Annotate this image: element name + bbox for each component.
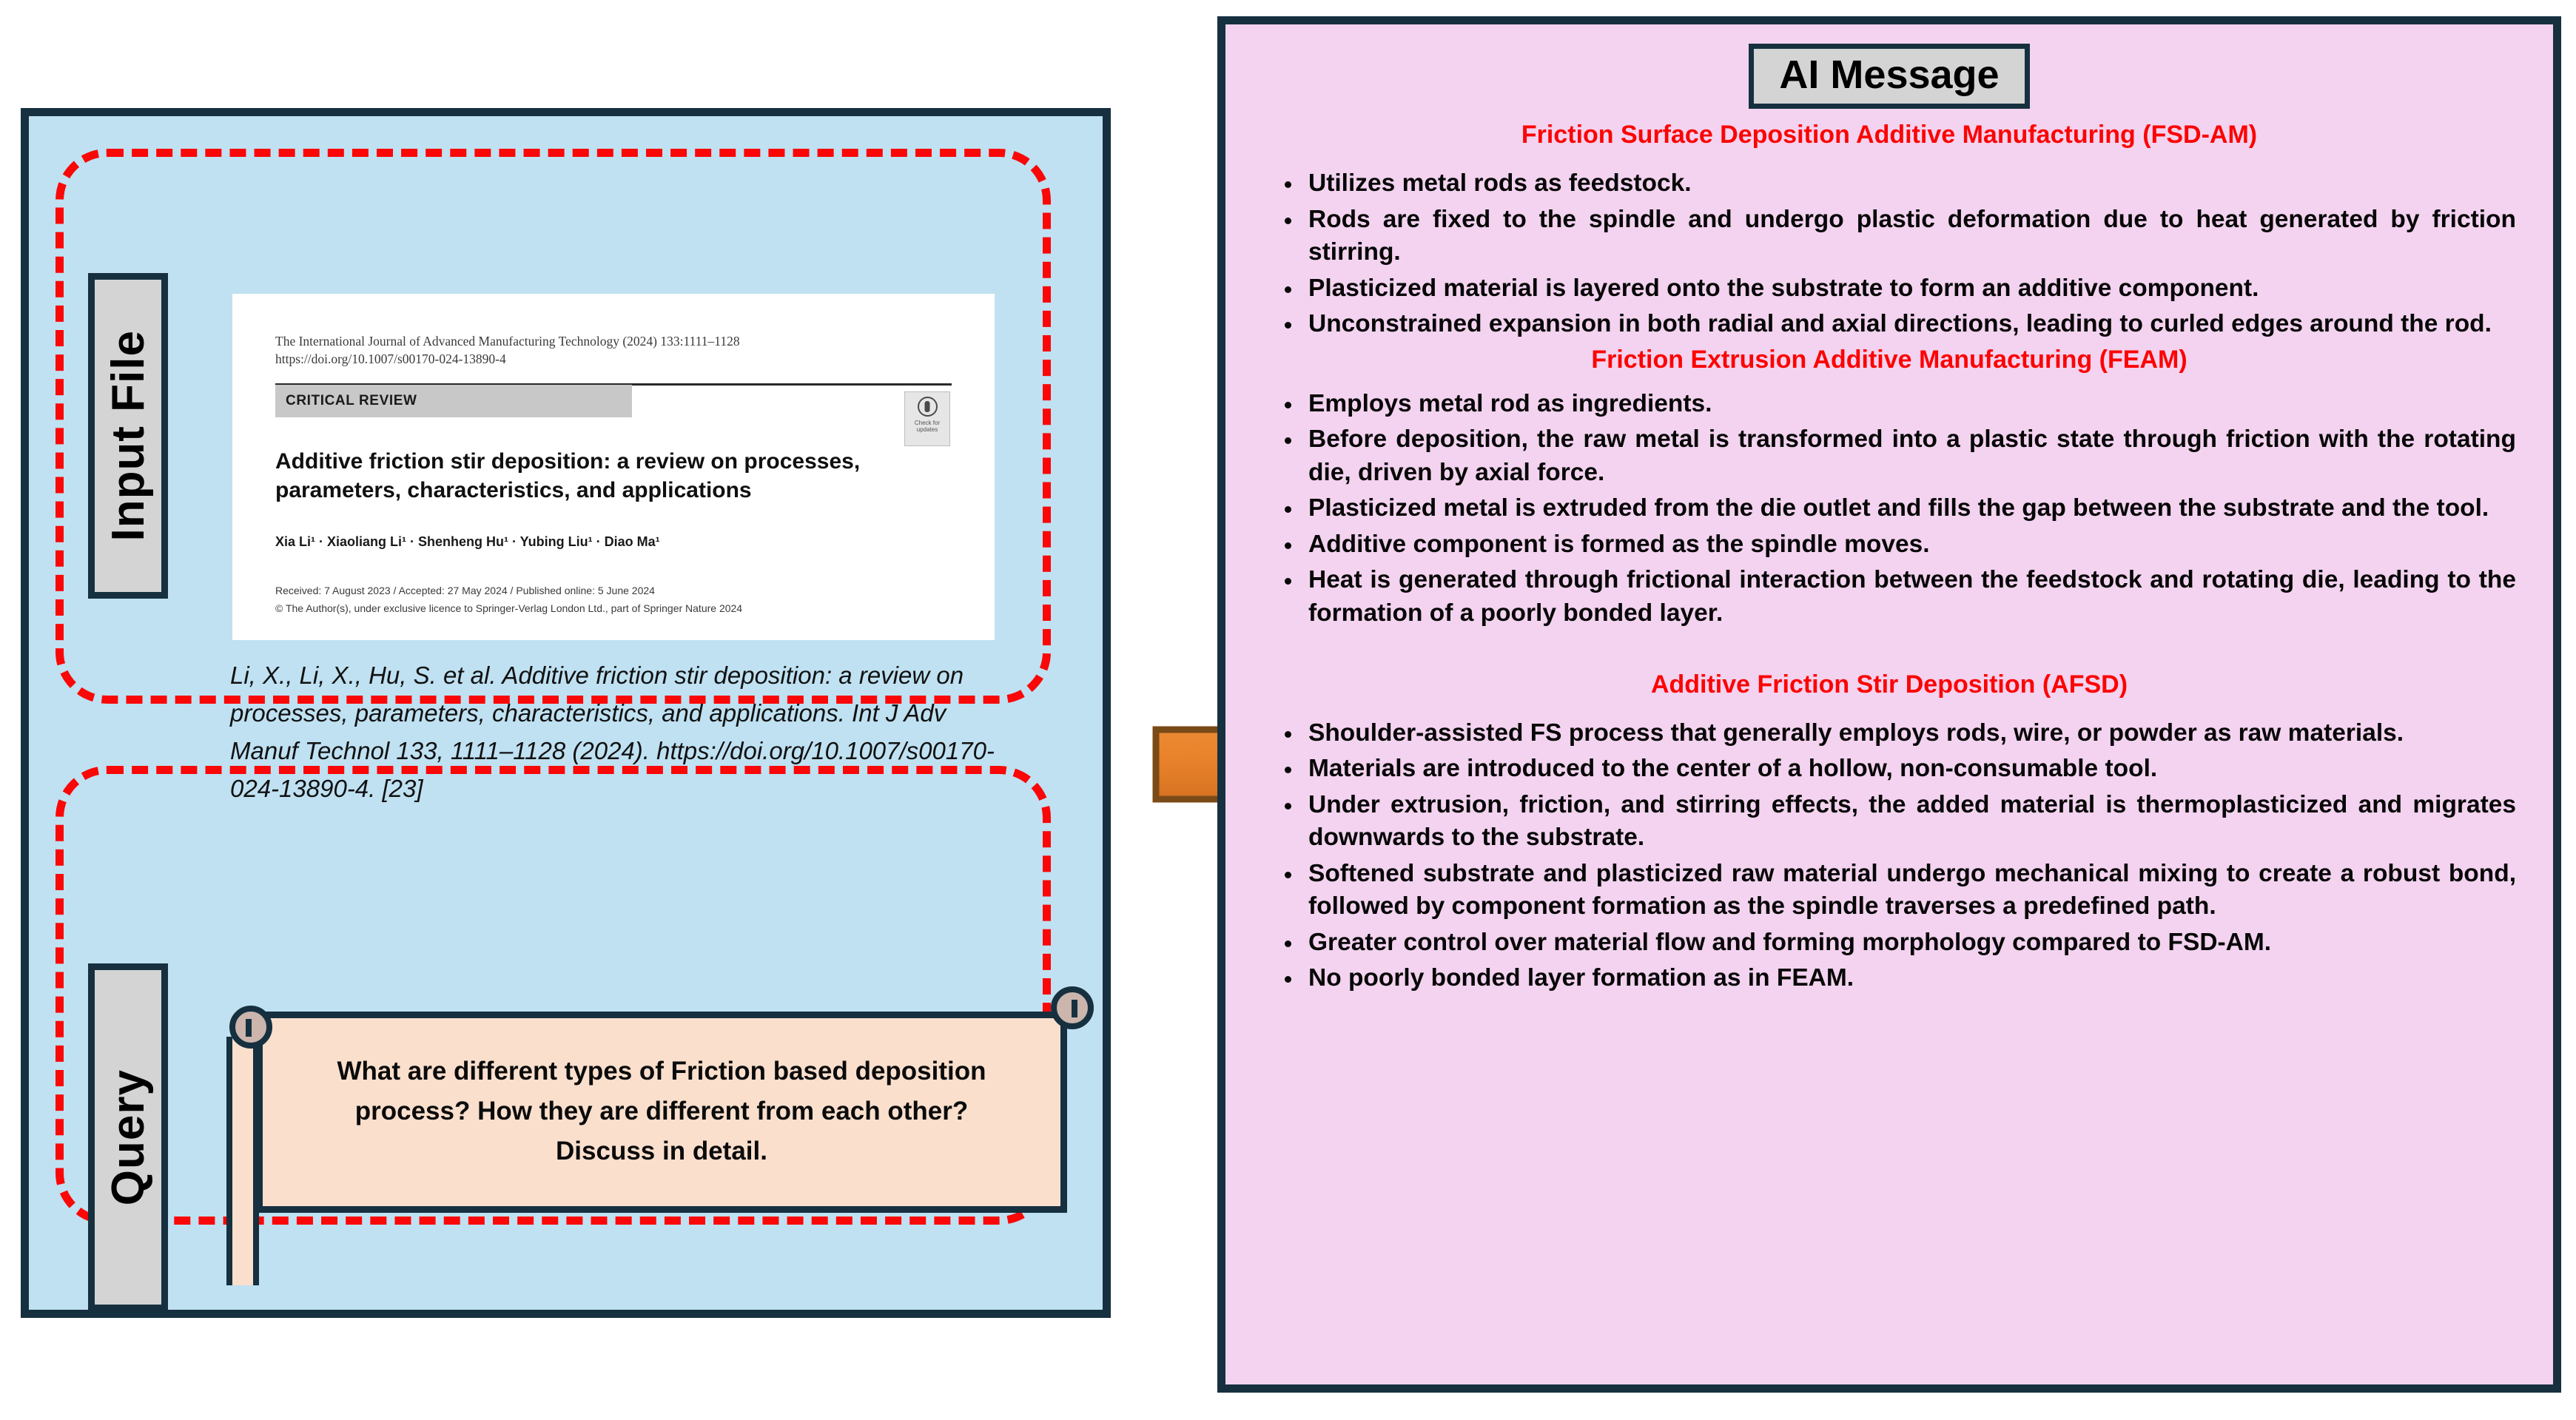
list-item: Greater control over material flow and forming morphology compared to FSD-AM. xyxy=(1280,926,2516,960)
ai-message-badge-wrap xyxy=(1255,44,2523,109)
paper-thumbnail xyxy=(232,294,995,640)
query-label-chip xyxy=(88,963,168,1311)
bullet-list-fsdam xyxy=(1255,167,2523,341)
list-item: No poorly bonded layer formation as in FEAM. xyxy=(1280,962,2516,995)
list-item: Rods are fixed to the spindle and undergo plastic deformation due to heat generated by friction stirring. xyxy=(1280,203,2516,269)
list-item: Before deposition, the raw metal is transformed into a plastic state through friction with the rotating die, driven by axial force. xyxy=(1280,423,2516,489)
paper-journal-line: The International Journal of Advanced Manufacturing Technology (2024) 133:1111–1128 xyxy=(275,334,740,349)
query-scroll-right-edge xyxy=(1060,1012,1067,1213)
section-title-fsdam: Friction Surface Deposition Additive Manufacturing (FSD-AM) xyxy=(1521,121,2258,149)
list-item: Employs metal rod as ingredients. xyxy=(1280,388,2516,421)
query-scroll xyxy=(225,997,1098,1226)
paper-title: Additive friction stir deposition: a review on processes, parameters, characteristics, and applications xyxy=(275,449,861,502)
input-file-label-text: Input File xyxy=(102,330,154,542)
scroll-curl-left-icon xyxy=(229,1006,272,1049)
input-file-label-chip xyxy=(88,273,168,599)
paper-dates-line: Received: 7 August 2023 / Accepted: 27 May 2024 / Published online: 5 June 2024 xyxy=(275,585,655,596)
ai-message-badge: AI Message xyxy=(1749,44,2029,109)
list-item: Under extrusion, friction, and stirring effects, the added material is thermoplasticized and migrates downwards to the substrate. xyxy=(1280,789,2516,855)
citation-text: Li, X., Li, X., Hu, S. et al. Additive friction stir deposition: a review on processes, parameters, characteristics, and applications. Int J Adv Manuf Technol 133, 1111–1128 (2024). https://doi.org/10.1007/s00170-024-13890-4. [23] xyxy=(230,662,995,803)
check-for-updates-badge xyxy=(904,391,950,446)
list-item: Utilizes metal rods as feedstock. xyxy=(1280,167,2516,201)
section-title-afsd: Additive Friction Stir Deposition (AFSD) xyxy=(1650,670,2128,699)
bullet-list-feam xyxy=(1255,388,2523,630)
list-item: Shoulder-assisted FS process that generally employs rods, wire, or powder as raw materials. xyxy=(1280,717,2516,750)
list-item: Additive component is formed as the spindle moves. xyxy=(1280,528,2516,562)
crossmark-icon xyxy=(918,397,938,417)
scroll-curl-right-icon xyxy=(1051,986,1094,1029)
scroll-tail-left xyxy=(226,1037,259,1285)
query-text: What are different types of Friction based deposition process? How they are different from each other? Discuss in detail. xyxy=(337,1056,986,1166)
paper-article-type: CRITICAL REVIEW xyxy=(275,385,632,417)
input-panel xyxy=(21,108,1111,1318)
paper-article-type-row xyxy=(275,383,952,417)
section-title-feam: Friction Extrusion Additive Manufacturing (FEAM) xyxy=(1591,345,2187,374)
list-item: Plasticized material is layered onto the substrate to form an additive component. xyxy=(1280,272,2516,306)
list-item: Plasticized metal is extruded from the die outlet and fills the gap between the substrate and the tool. xyxy=(1280,492,2516,525)
ai-message-panel xyxy=(1217,16,2561,1393)
query-label-text: Query xyxy=(102,1069,154,1206)
paper-copyright-line: © The Author(s), under exclusive licence to Springer-Verlag London Ltd., part of Springer Nature 2024 xyxy=(275,602,743,614)
paper-doi-line: https://doi.org/10.1007/s00170-024-13890-4 xyxy=(275,351,506,366)
list-item: Softened substrate and plasticized raw material undergo mechanical mixing to create a robust bond, followed by component formation as the spindle traverses a predefined path. xyxy=(1280,858,2516,923)
list-item: Materials are introduced to the center of a hollow, non-consumable tool. xyxy=(1280,753,2516,786)
paper-authors: Xia Li¹ · Xiaoliang Li¹ · Shenheng Hu¹ · Yubing Liu¹ · Diao Ma¹ xyxy=(275,534,660,549)
list-item: Unconstrained expansion in both radial and axial directions, leading to curled edges around the rod. xyxy=(1280,308,2516,341)
list-item: Heat is generated through frictional interaction between the feedstock and rotating die, leading to the formation of a poorly bonded layer. xyxy=(1280,564,2516,630)
bullet-list-afsd xyxy=(1255,717,2523,995)
check-for-updates-text: Check for updates xyxy=(914,420,941,434)
